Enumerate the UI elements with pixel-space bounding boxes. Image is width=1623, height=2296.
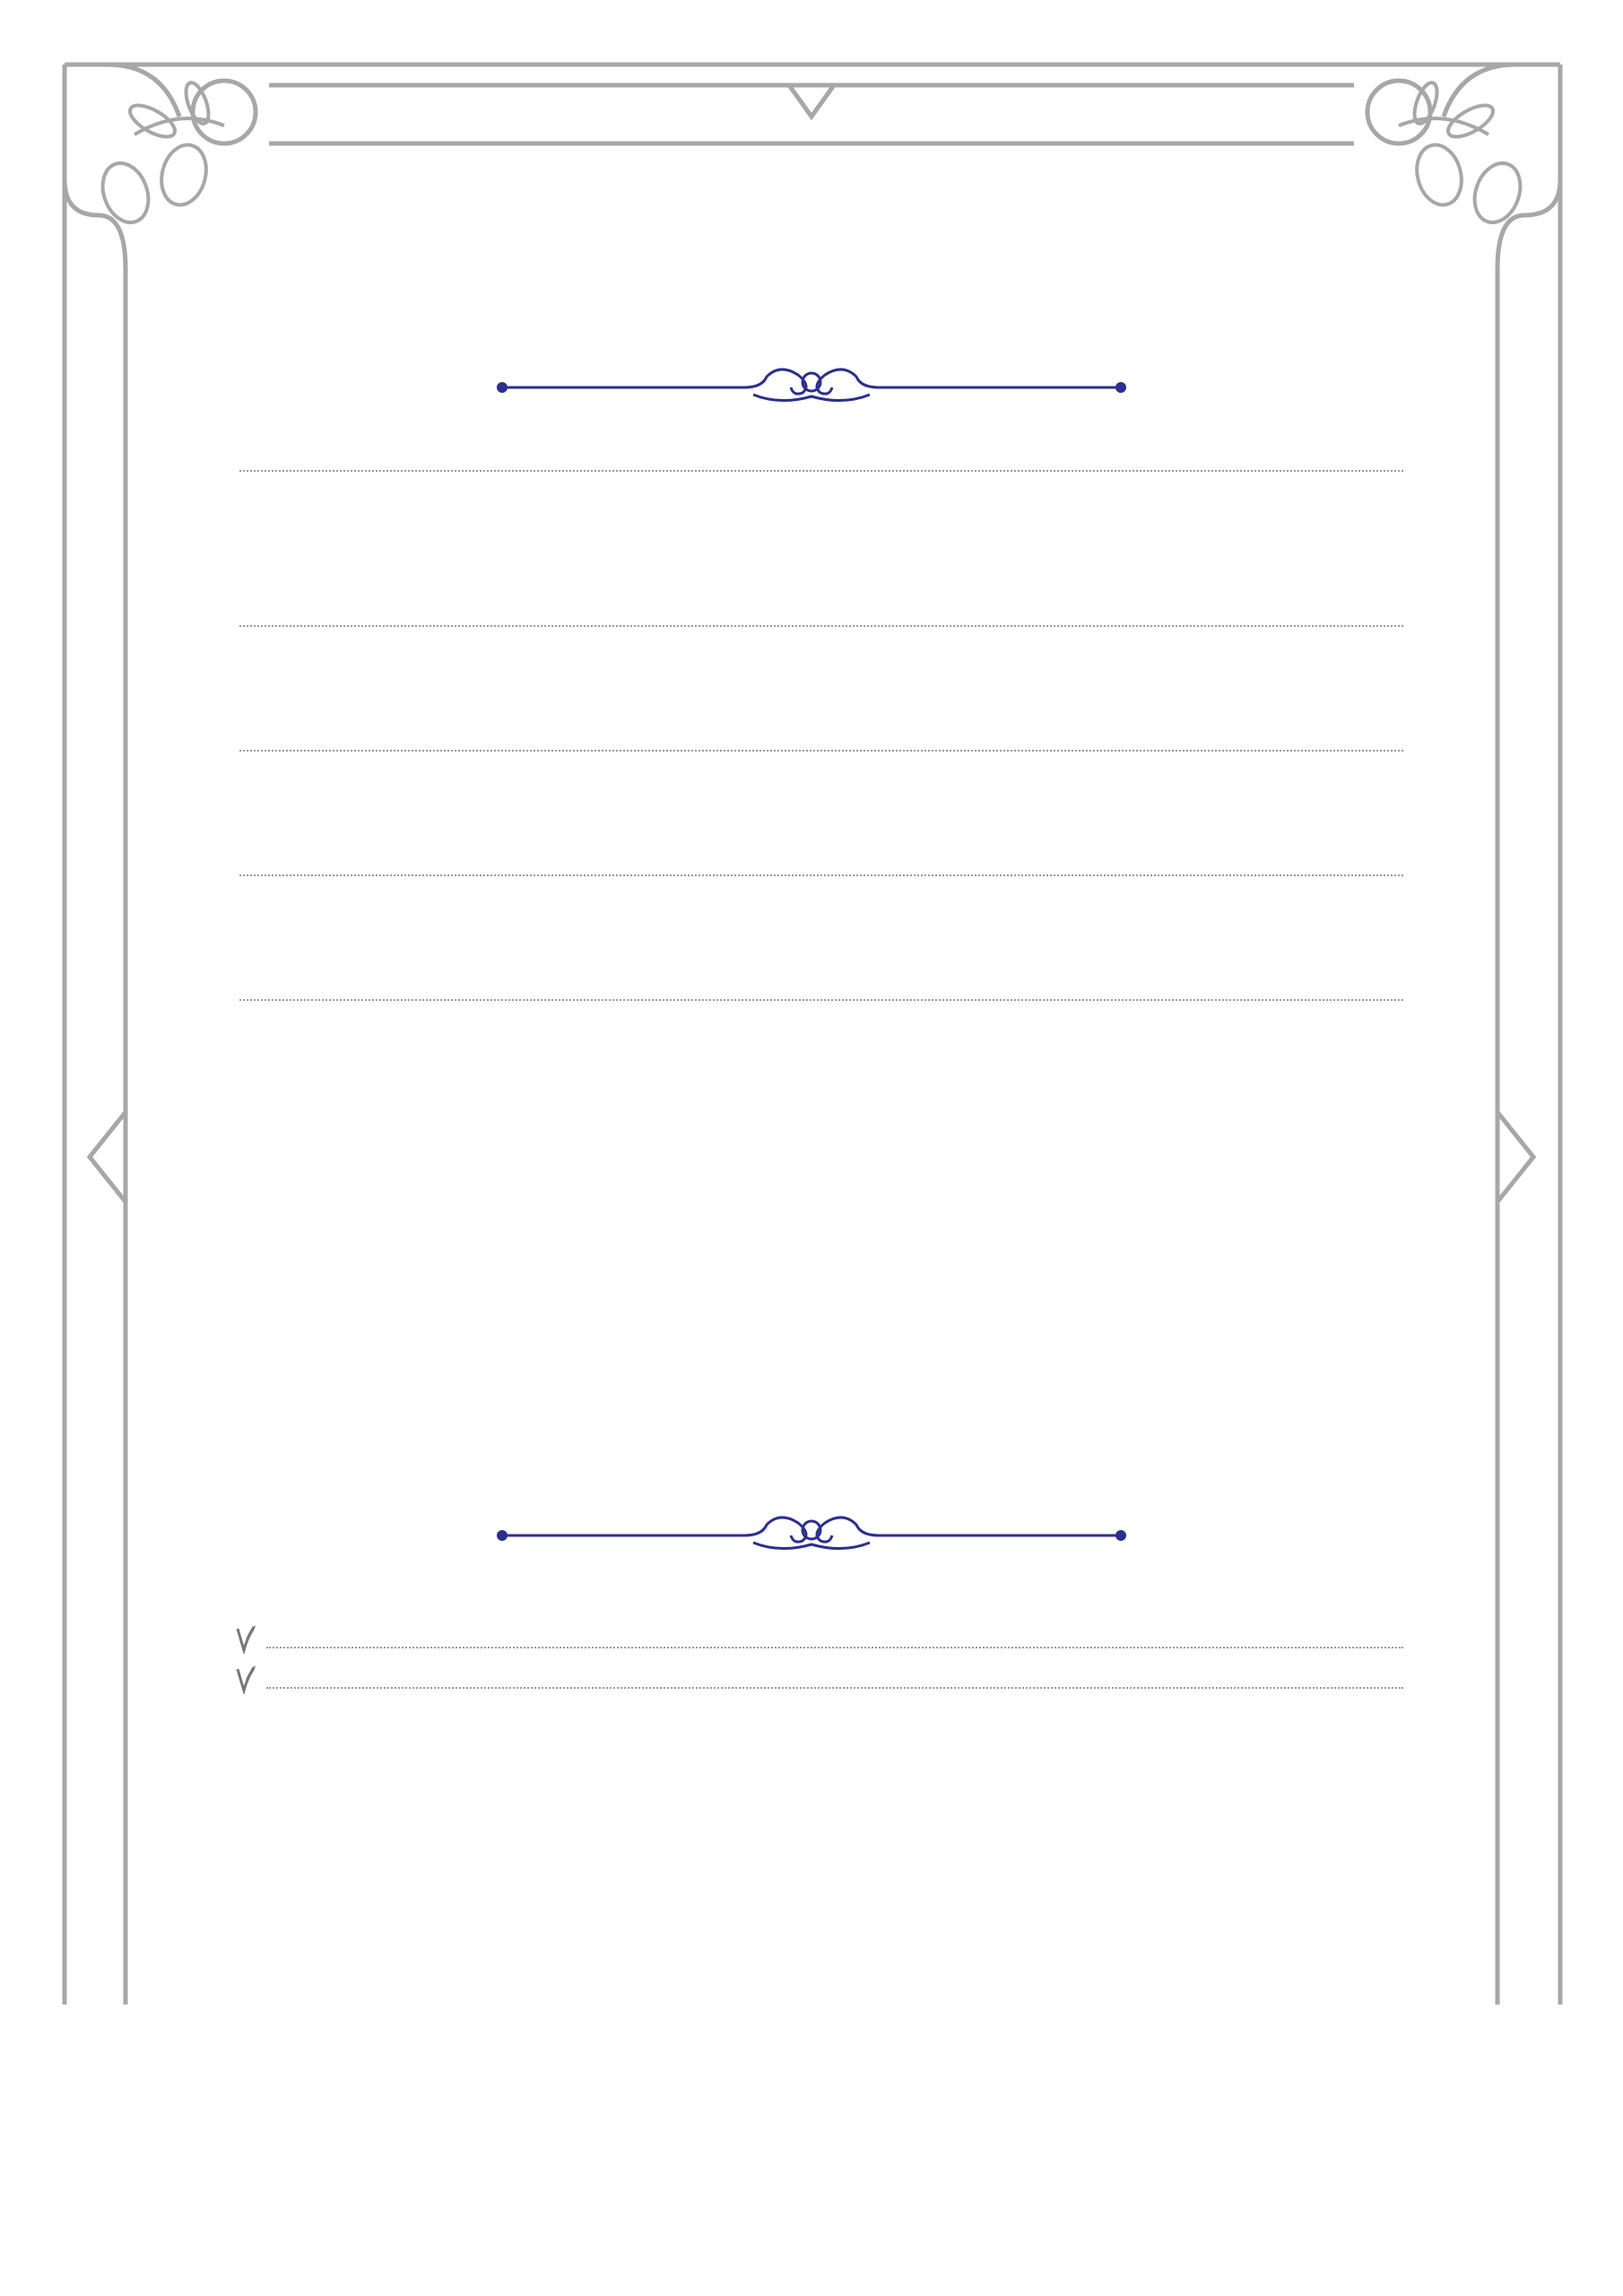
ornament-divider [493,1507,1130,1561]
menu-item [220,1662,1412,1703]
dotted-leader [239,625,1403,627]
menu-item [220,755,1412,796]
vegan-leaf-icon [230,1662,257,1694]
dotted-leader [266,1647,1403,1648]
menu-item [220,1622,1412,1663]
menu-item [220,880,1412,921]
ornament-divider [493,359,1130,413]
menu-item [220,475,1412,517]
dotted-leader [239,750,1403,752]
menu-item [220,1004,1412,1046]
dotted-leader [266,1687,1403,1689]
dotted-leader [239,999,1403,1001]
dotted-leader [239,874,1403,876]
vegan-leaf-icon [230,1622,257,1654]
menu-item [220,631,1412,672]
dotted-leader [239,470,1403,472]
